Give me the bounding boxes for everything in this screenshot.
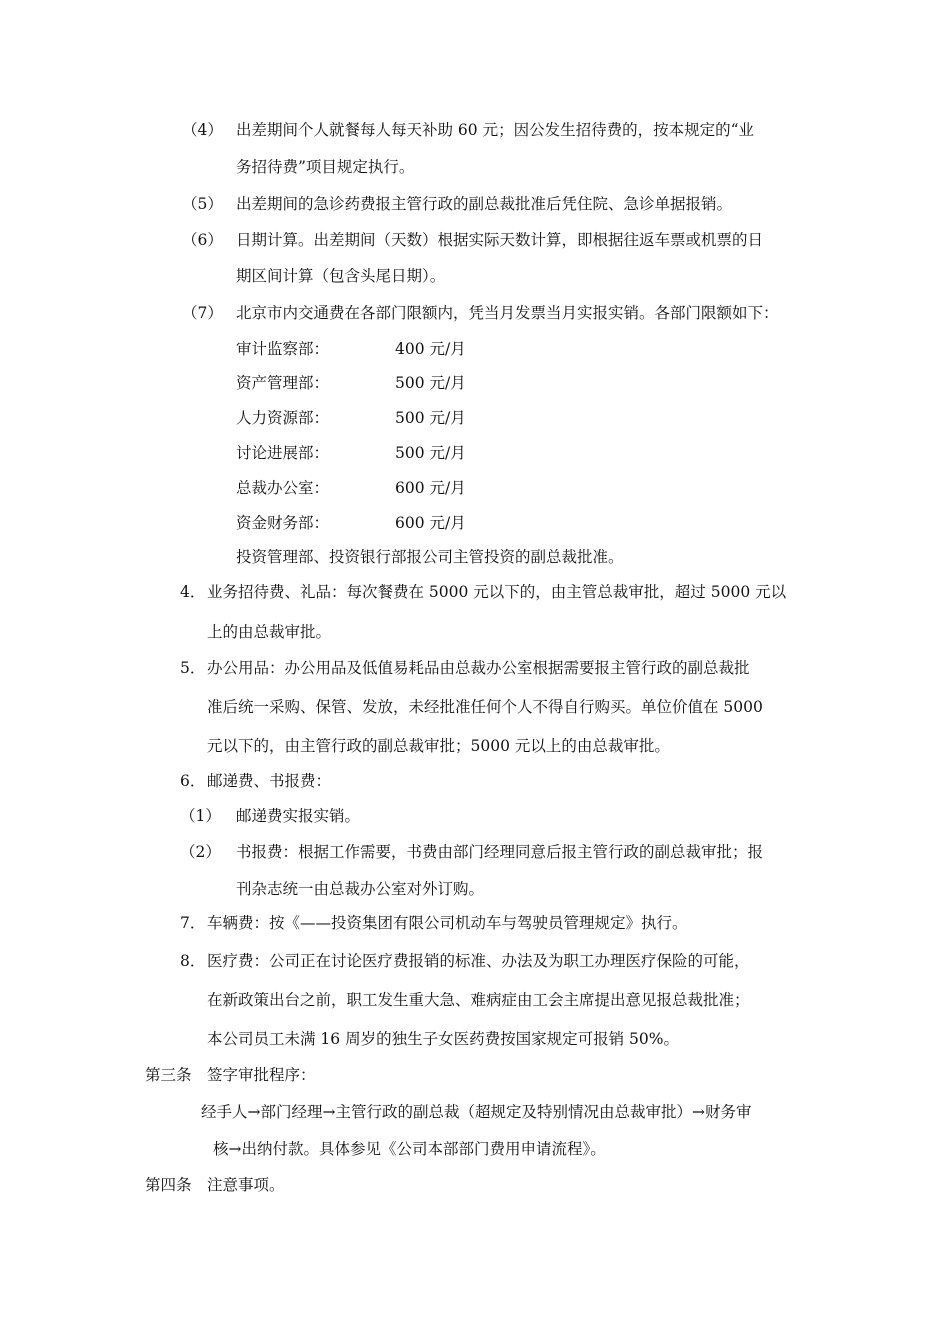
item-text: 车辆费：按《——投资集团有限公司机动车与驾驶员管理规定》执行。 (207, 914, 688, 932)
item-number: 6． (180, 772, 206, 790)
limit-dept: 总裁办公室： (236, 479, 330, 497)
item-text: 书报费：根据工作需要，书费由部门经理同意后报主管行政的副总裁审批；报 (236, 843, 764, 861)
item-number: 8． (180, 952, 206, 970)
article-text: 经手人→部门经理→主管行政的副总裁（超规定及特别情况由总裁审批）→财务审 (201, 1103, 752, 1121)
item-text: 务招待费”项目规定执行。 (236, 158, 415, 176)
limit-amount: 500 元/月 (395, 444, 466, 462)
item-text: 上的由总裁审批。 (207, 623, 332, 641)
item-number: （2） (180, 843, 221, 861)
limit-amount: 500 元/月 (395, 374, 466, 392)
item-text: 出差期间个人就餐每人每天补助 60 元；因公发生招待费的，按本规定的“业 (236, 121, 755, 139)
item-number: 5． (180, 659, 206, 677)
limit-dept: 资金财务部： (236, 514, 330, 532)
item-number: （4） (182, 121, 223, 139)
article-text: 核→出纳付款。具体参见《公司本部部门费用申请流程》。 (213, 1140, 606, 1158)
item-text: 期区间计算（包含头尾日期）。 (236, 267, 446, 285)
item-text: 邮递费实报实销。 (236, 807, 361, 825)
item-number: （7） (182, 304, 223, 322)
item-number: 7． (180, 914, 206, 932)
limit-dept: 讨论进展部： (236, 444, 330, 462)
item-text: 医疗费：公司正在讨论医疗费报销的标准、办法及为职工办理医疗保险的可能， (207, 952, 750, 970)
limit-dept: 审计监察部： (236, 340, 330, 358)
limit-amount: 600 元/月 (395, 479, 466, 497)
item-text: 在新政策出台之前，职工发生重大急、难病症由工会主席提出意见报总裁批准； (207, 991, 750, 1009)
limit-amount: 400 元/月 (395, 340, 466, 358)
limit-dept: 人力资源部： (236, 409, 330, 427)
article-heading: 第三条 签字审批程序： (145, 1066, 316, 1084)
item-text: 出差期间的急诊药费报主管行政的副总裁批准后凭住院、急诊单据报销。 (236, 195, 733, 213)
item-number: 4． (180, 583, 206, 601)
item-text: 本公司员工未满 16 周岁的独生子女医药费按国家规定可报销 50%。 (207, 1030, 679, 1048)
item-text: 业务招待费、礼品：每次餐费在 5000 元以下的，由主管总裁审批，超过 5000 元以 (207, 583, 787, 601)
item-text: 北京市内交通费在各部门限额内，凭当月发票当月实报实销。各部门限额如下： (236, 304, 779, 322)
item-text: 办公用品：办公用品及低值易耗品由总裁办公室根据需要报主管行政的副总裁批 (207, 659, 750, 677)
item-text: 准后统一采购、保管、发放，未经批准任何个人不得自行购买。单位价值在 5000 (207, 698, 763, 716)
item-text: 元以下的，由主管行政的副总裁审批；5000 元以上的由总裁审批。 (207, 737, 670, 755)
item-number: （5） (182, 195, 223, 213)
limit-dept: 资产管理部： (236, 374, 330, 392)
limit-amount: 600 元/月 (395, 514, 466, 532)
item-text: 刊杂志统一由总裁办公室对外订购。 (236, 880, 485, 898)
article-heading: 第四条 注意事项。 (145, 1176, 285, 1194)
item-number: （6） (182, 231, 223, 249)
item-number: （1） (180, 807, 221, 825)
item-text: 日期计算。出差期间（天数）根据实际天数计算，即根据往返车票或机票的日 (236, 231, 764, 249)
limit-amount: 500 元/月 (395, 409, 466, 427)
item-text: 邮递费、书报费： (207, 772, 332, 790)
limits-note: 投资管理部、投资银行部报公司主管投资的副总裁批准。 (236, 548, 624, 566)
